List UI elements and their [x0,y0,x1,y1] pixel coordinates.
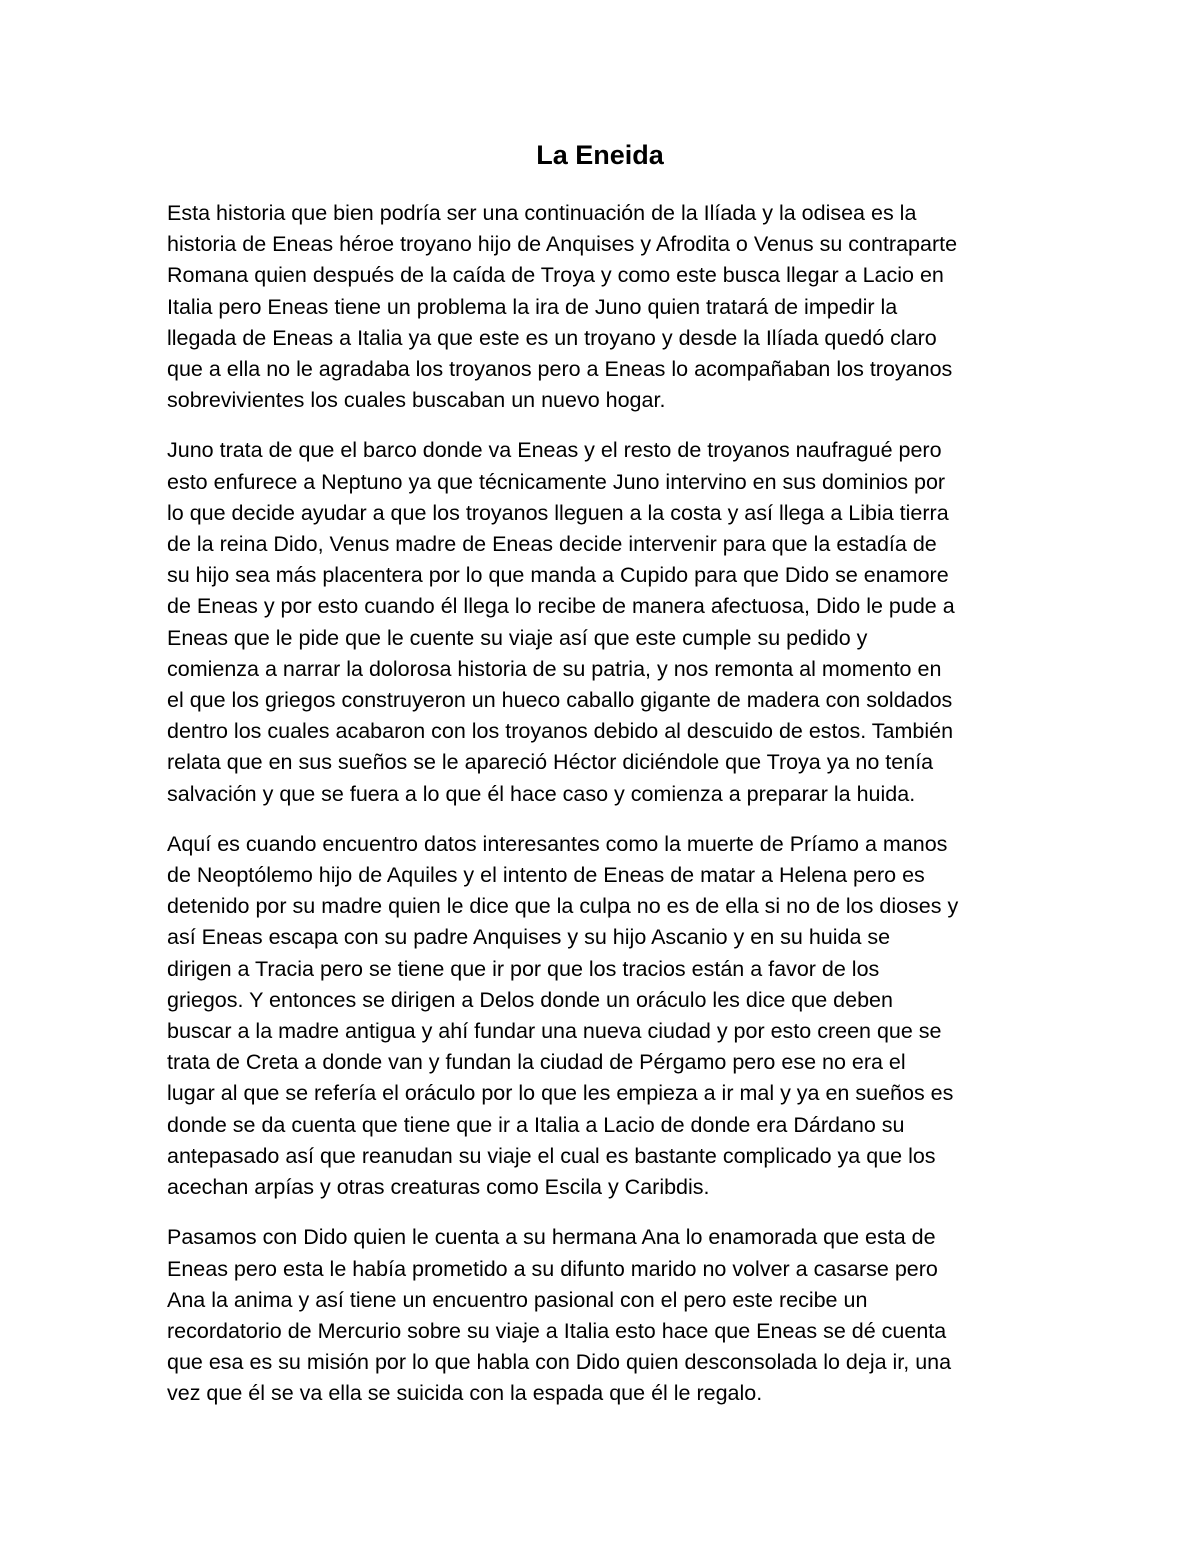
paragraph [167,829,1047,1203]
text-line: buscar a la madre antigua y ahí fundar una nueva ciudad y por esto creen que se [167,1019,942,1044]
text-line: dirigen a Tracia pero se tiene que ir por que los tracios están a favor de los [167,956,880,981]
text-line: Juno trata de que el barco donde va Eneas y el resto de troyanos naufragué pero [167,438,942,463]
text-line: donde se da cuenta que tiene que ir a Italia a Lacio de donde era Dárdano su [167,1112,905,1137]
text-line: llegada de Eneas a Italia ya que este es un troyano y desde la Ilíada quedó claro [167,325,937,350]
paragraph [167,1222,1047,1409]
document-body [167,198,1047,1429]
text-line: de Neoptólemo hijo de Aquiles y el intento de Eneas de matar a Helena pero es [167,863,925,888]
text-line: Romana quien después de la caída de Troya y como este busca llegar a Lacio en [167,263,944,288]
text-line: acechan arpías y otras creaturas como Escila y Caribdis. [167,1175,710,1200]
text-line: detenido por su madre quien le dice que la culpa no es de ella si no de los dioses y [167,894,959,919]
text-line: salvación y que se fuera a lo que él hace caso y comienza a preparar la huida. [167,781,916,806]
text-line: lo que decide ayudar a que los troyanos lleguen a la costa y así llega a Libia tierra [167,500,949,525]
text-line: así Eneas escapa con su padre Anquises y su hijo Ascanio y en su huida se [167,925,891,950]
paragraph [167,435,1047,809]
text-line: griegos. Y entonces se dirigen a Delos donde un oráculo les dice que deben [167,987,893,1012]
text-line: Eneas pero esta le había prometido a su difunto marido no volver a casarse pero [167,1256,938,1281]
text-line: trata de Creta a donde van y fundan la ciudad de Pérgamo pero ese no era el [167,1050,906,1075]
text-line: Eneas que le pide que le cuente su viaje así que este cumple su pedido y [167,625,868,650]
text-line: de Eneas y por esto cuando él llega lo recibe de manera afectuosa, Dido le pude a [167,594,955,619]
document-title: La Eneida [536,140,664,170]
text-line: recordatorio de Mercurio sobre su viaje a Italia esto hace que Eneas se dé cuenta [167,1318,947,1343]
text-line: comienza a narrar la dolorosa historia de su patria, y nos remonta al momento en [167,656,942,681]
text-line: historia de Eneas héroe troyano hijo de Anquises y Afrodita o Venus su contraparte [167,232,958,257]
paragraph [167,198,1047,416]
text-line: sobrevivientes los cuales buscaban un nuevo hogar. [167,388,666,413]
text-line: esto enfurece a Neptuno ya que técnicamente Juno intervino en sus dominios por [167,469,946,494]
text-line: de la reina Dido, Venus madre de Eneas decide intervenir para que la estadía de [167,532,937,557]
text-line: que esa es su misión por lo que habla con Dido quien desconsolada lo deja ir, una [167,1350,952,1375]
text-line: que a ella no le agradaba los troyanos pero a Eneas lo acompañaban los troyanos [167,357,953,382]
text-line: Ana la anima y así tiene un encuentro pasional con el pero este recibe un [167,1287,868,1312]
text-line: antepasado así que reanudan su viaje el cual es bastante complicado ya que los [167,1143,936,1168]
text-line: Italia pero Eneas tiene un problema la ira de Juno quien tratará de impedir la [167,294,898,319]
text-line: vez que él se va ella se suicida con la espada que él le regalo. [167,1381,763,1406]
text-line: Esta historia que bien podría ser una continuación de la Ilíada y la odisea es la [167,201,917,225]
text-line: relata que en sus sueños se le apareció Héctor diciéndole que Troya ya no tenía [167,750,934,775]
text-line: lugar al que se refería el oráculo por lo que les empieza a ir mal y ya en sueños es [167,1081,954,1106]
text-line: su hijo sea más placentera por lo que manda a Cupido para que Dido se enamore [167,563,949,588]
text-line: dentro los cuales acabaron con los troyanos debido al descuido de estos. También [167,719,954,744]
text-line: Pasamos con Dido quien le cuenta a su hermana Ana lo enamorada que esta de [167,1225,936,1250]
text-line: el que los griegos construyeron un hueco caballo gigante de madera con soldados [167,688,953,713]
text-line: Aquí es cuando encuentro datos interesantes como la muerte de Príamo a manos [167,831,948,856]
